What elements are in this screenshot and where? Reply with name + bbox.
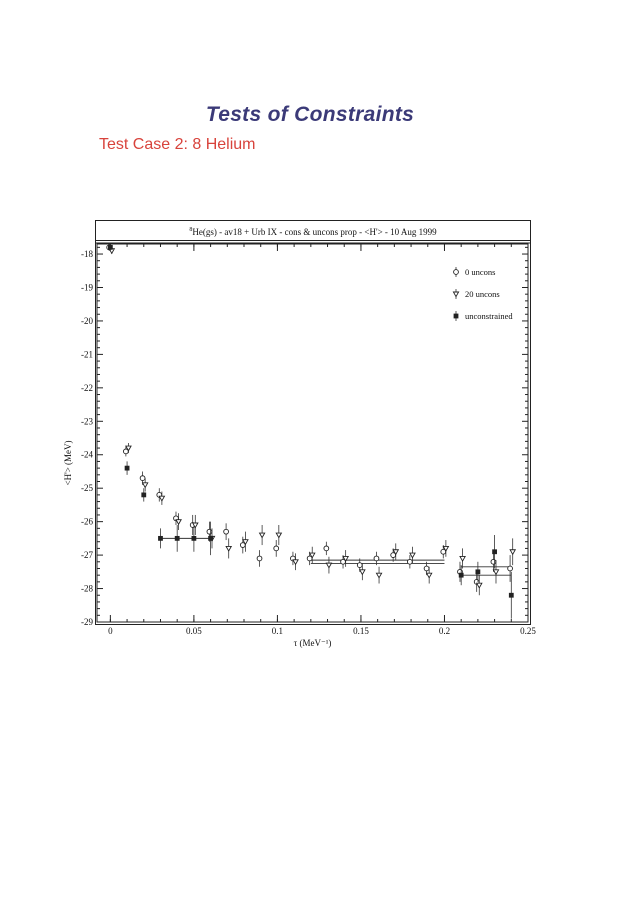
data-point [374, 556, 379, 561]
slide-subtitle: Test Case 2: 8 Helium [99, 136, 256, 153]
data-point [459, 573, 464, 578]
y-tick-label: -21 [81, 349, 93, 360]
data-series [107, 244, 516, 619]
data-point [108, 245, 113, 250]
data-point [143, 483, 148, 488]
y-tick-label: -28 [81, 583, 93, 594]
data-point [257, 556, 262, 561]
series-20-uncons [109, 247, 515, 595]
data-point [510, 550, 515, 555]
data-point [274, 546, 279, 551]
y-tick-label: -25 [81, 483, 93, 494]
x-tick-label: 0.15 [353, 626, 369, 636]
y-tick-label: -27 [81, 550, 93, 561]
y-tick-label: -26 [81, 516, 93, 527]
x-tick-label: 0.05 [186, 626, 202, 636]
x-axis-label: τ (MeV⁻¹) [293, 638, 332, 648]
legend-label: 0 uncons [465, 267, 496, 277]
x-tick-label: 0.2 [438, 626, 451, 636]
legend-marker [454, 270, 459, 275]
data-point [276, 533, 281, 538]
data-point [326, 563, 331, 568]
data-point [125, 466, 130, 471]
data-point [141, 492, 146, 497]
data-point [493, 570, 498, 575]
data-point [407, 559, 412, 564]
data-point [260, 533, 265, 538]
slide-title: Tests of Constraints [205, 103, 415, 126]
data-point [207, 529, 212, 534]
data-point [158, 536, 163, 541]
data-point [475, 569, 480, 574]
legend-marker [454, 314, 459, 319]
data-point [509, 593, 514, 598]
data-point [191, 536, 196, 541]
data-point [376, 573, 381, 578]
data-point [226, 546, 231, 551]
data-point [176, 520, 181, 525]
data-point [508, 566, 513, 571]
x-tick-label: 0.1 [271, 626, 284, 636]
y-tick-label: -29 [81, 617, 93, 627]
data-point [427, 573, 432, 578]
chart-title-prefix: 8 [189, 227, 193, 233]
series-unconstrained [108, 244, 514, 619]
data-point [491, 559, 496, 564]
legend [453, 267, 513, 321]
y-tick-label: -22 [81, 382, 93, 393]
data-point [324, 546, 329, 551]
data-point [492, 549, 497, 554]
axis-box [97, 244, 528, 622]
y-tick-label: -23 [81, 416, 93, 427]
legend-label: unconstrained [465, 311, 513, 321]
data-point [175, 536, 180, 541]
data-point [410, 553, 415, 558]
data-point [140, 476, 145, 481]
y-tick-label: -20 [81, 315, 93, 326]
y-tick-label: -19 [81, 282, 93, 293]
legend-label: 20 uncons [465, 289, 500, 299]
data-point [477, 583, 482, 588]
data-point [357, 563, 362, 568]
legend-marker [453, 292, 458, 297]
data-point [293, 560, 298, 565]
y-axis-label: <H'> (MeV) [63, 440, 73, 486]
data-point [360, 570, 365, 575]
axes [81, 243, 536, 636]
data-point [208, 536, 213, 541]
x-tick-label: 0 [108, 626, 113, 636]
y-tick-label: -24 [81, 449, 93, 460]
x-tick-label: 0.25 [520, 626, 536, 636]
data-point [460, 556, 465, 561]
series-0-uncons [107, 244, 513, 592]
chart-title-text: He(gs) - av18 + Urb IX - cons & uncons prop - <H'> - 10 Aug 1999 [192, 227, 437, 237]
data-point [424, 566, 429, 571]
y-tick-label: -18 [81, 249, 93, 260]
data-point [224, 529, 229, 534]
data-point [159, 496, 164, 501]
